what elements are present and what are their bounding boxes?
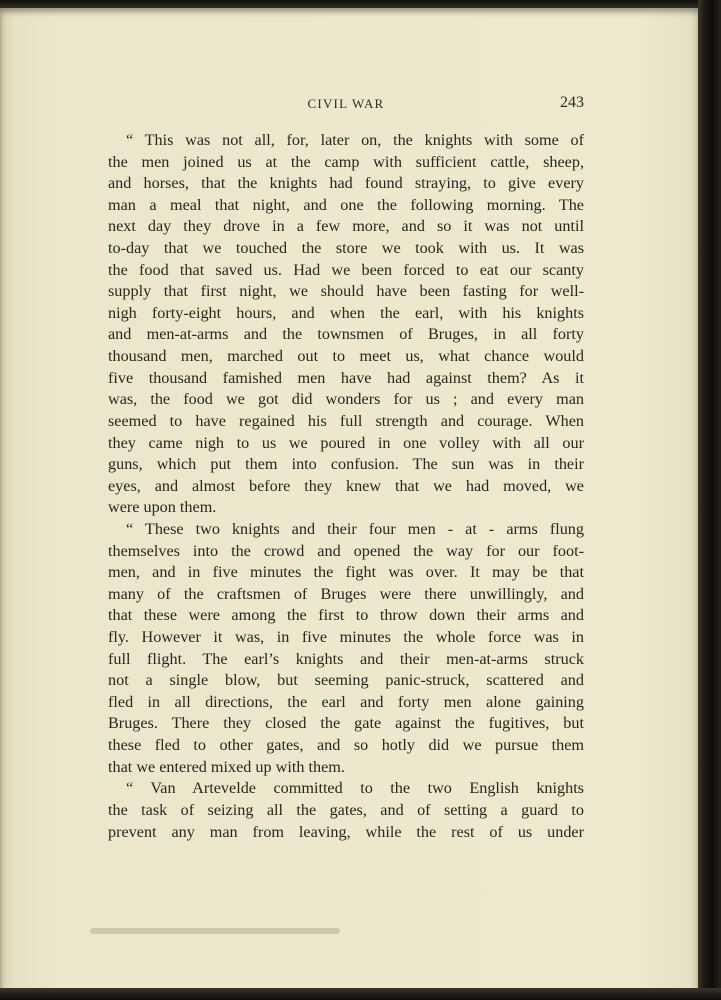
text-line: next day they drove in a few more, and so it was not until [108,217,584,236]
text-line: the food that saved us. Had we been forced to eat our scanty [108,260,584,279]
body-text [108,130,584,843]
text-line: “ Van Artevelde committed to the two English knights [126,779,584,798]
text-line: guns, which put them into confusion. The sun was in their [108,455,584,474]
text-line: Bruges. There they closed the gate against the fugitives, but [108,714,584,733]
text-line: that we entered mixed up with them. [108,757,345,776]
text-line: many of the craftsmen of Bruges were there unwillingly, and [108,584,584,603]
text-line: five thousand famished men have had against them? As it [108,368,584,387]
text-line: these fled to other gates, and so hotly did we pursue them [108,736,584,755]
text-line: “ These two knights and their four men - at - arms flung [126,519,584,538]
text-line: fled in all directions, the earl and forty men alone gaining [108,692,584,711]
text-line: the men joined us at the camp with sufficient cattle, sheep, [108,152,584,171]
text-line: eyes, and almost before they knew that we had moved, we [108,476,584,495]
book-right-edge [698,0,721,1000]
page-header [108,94,584,114]
text-line: to-day that we touched the store we took with us. It was [108,239,584,258]
text-line: nigh forty-eight hours, and when the earl, with his knights [108,303,584,322]
text-line: seemed to have regained his full strength and courage. When [108,411,584,430]
text-line: the task of seizing all the gates, and of setting a guard to [108,800,584,819]
page-smudge [90,928,340,934]
text-line: thousand men, marched out to meet us, what chance would [108,347,584,366]
text-line: man a meal that night, and one the following morning. The [108,195,584,214]
text-line: men, and in five minutes the fight was over. It may be that [108,563,584,582]
text-line: and horses, that the knights had found straying, to give every [108,174,584,193]
text-line: that these were among the first to throw down their arms and [108,606,584,625]
running-head: CIVIL WAR [307,96,385,111]
text-line: not a single blow, but seeming panic-struck, scattered and [108,671,584,690]
text-line: fly. However it was, in five minutes the whole force was in [108,628,584,647]
text-line: they came nigh to us we poured in one volley with all our [108,433,584,452]
text-line: supply that first night, we should have been fasting for well- [108,282,584,301]
text-line: prevent any man from leaving, while the rest of us under [108,822,584,841]
text-line: “ This was not all, for, later on, the knights with some of [126,131,584,149]
page-number: 243 [560,94,584,111]
text-line: and men-at-arms and the townsmen of Bruges, in all forty [108,325,584,344]
text-line: full flight. The earl’s knights and their men-at-arms struck [108,649,584,668]
text-line: was, the food we got did wonders for us ; and every man [108,390,584,409]
text-line: themselves into the crowd and opened the way for our foot- [108,541,584,560]
text-line: were upon them. [108,498,217,517]
book-bottom-edge [0,988,721,1000]
